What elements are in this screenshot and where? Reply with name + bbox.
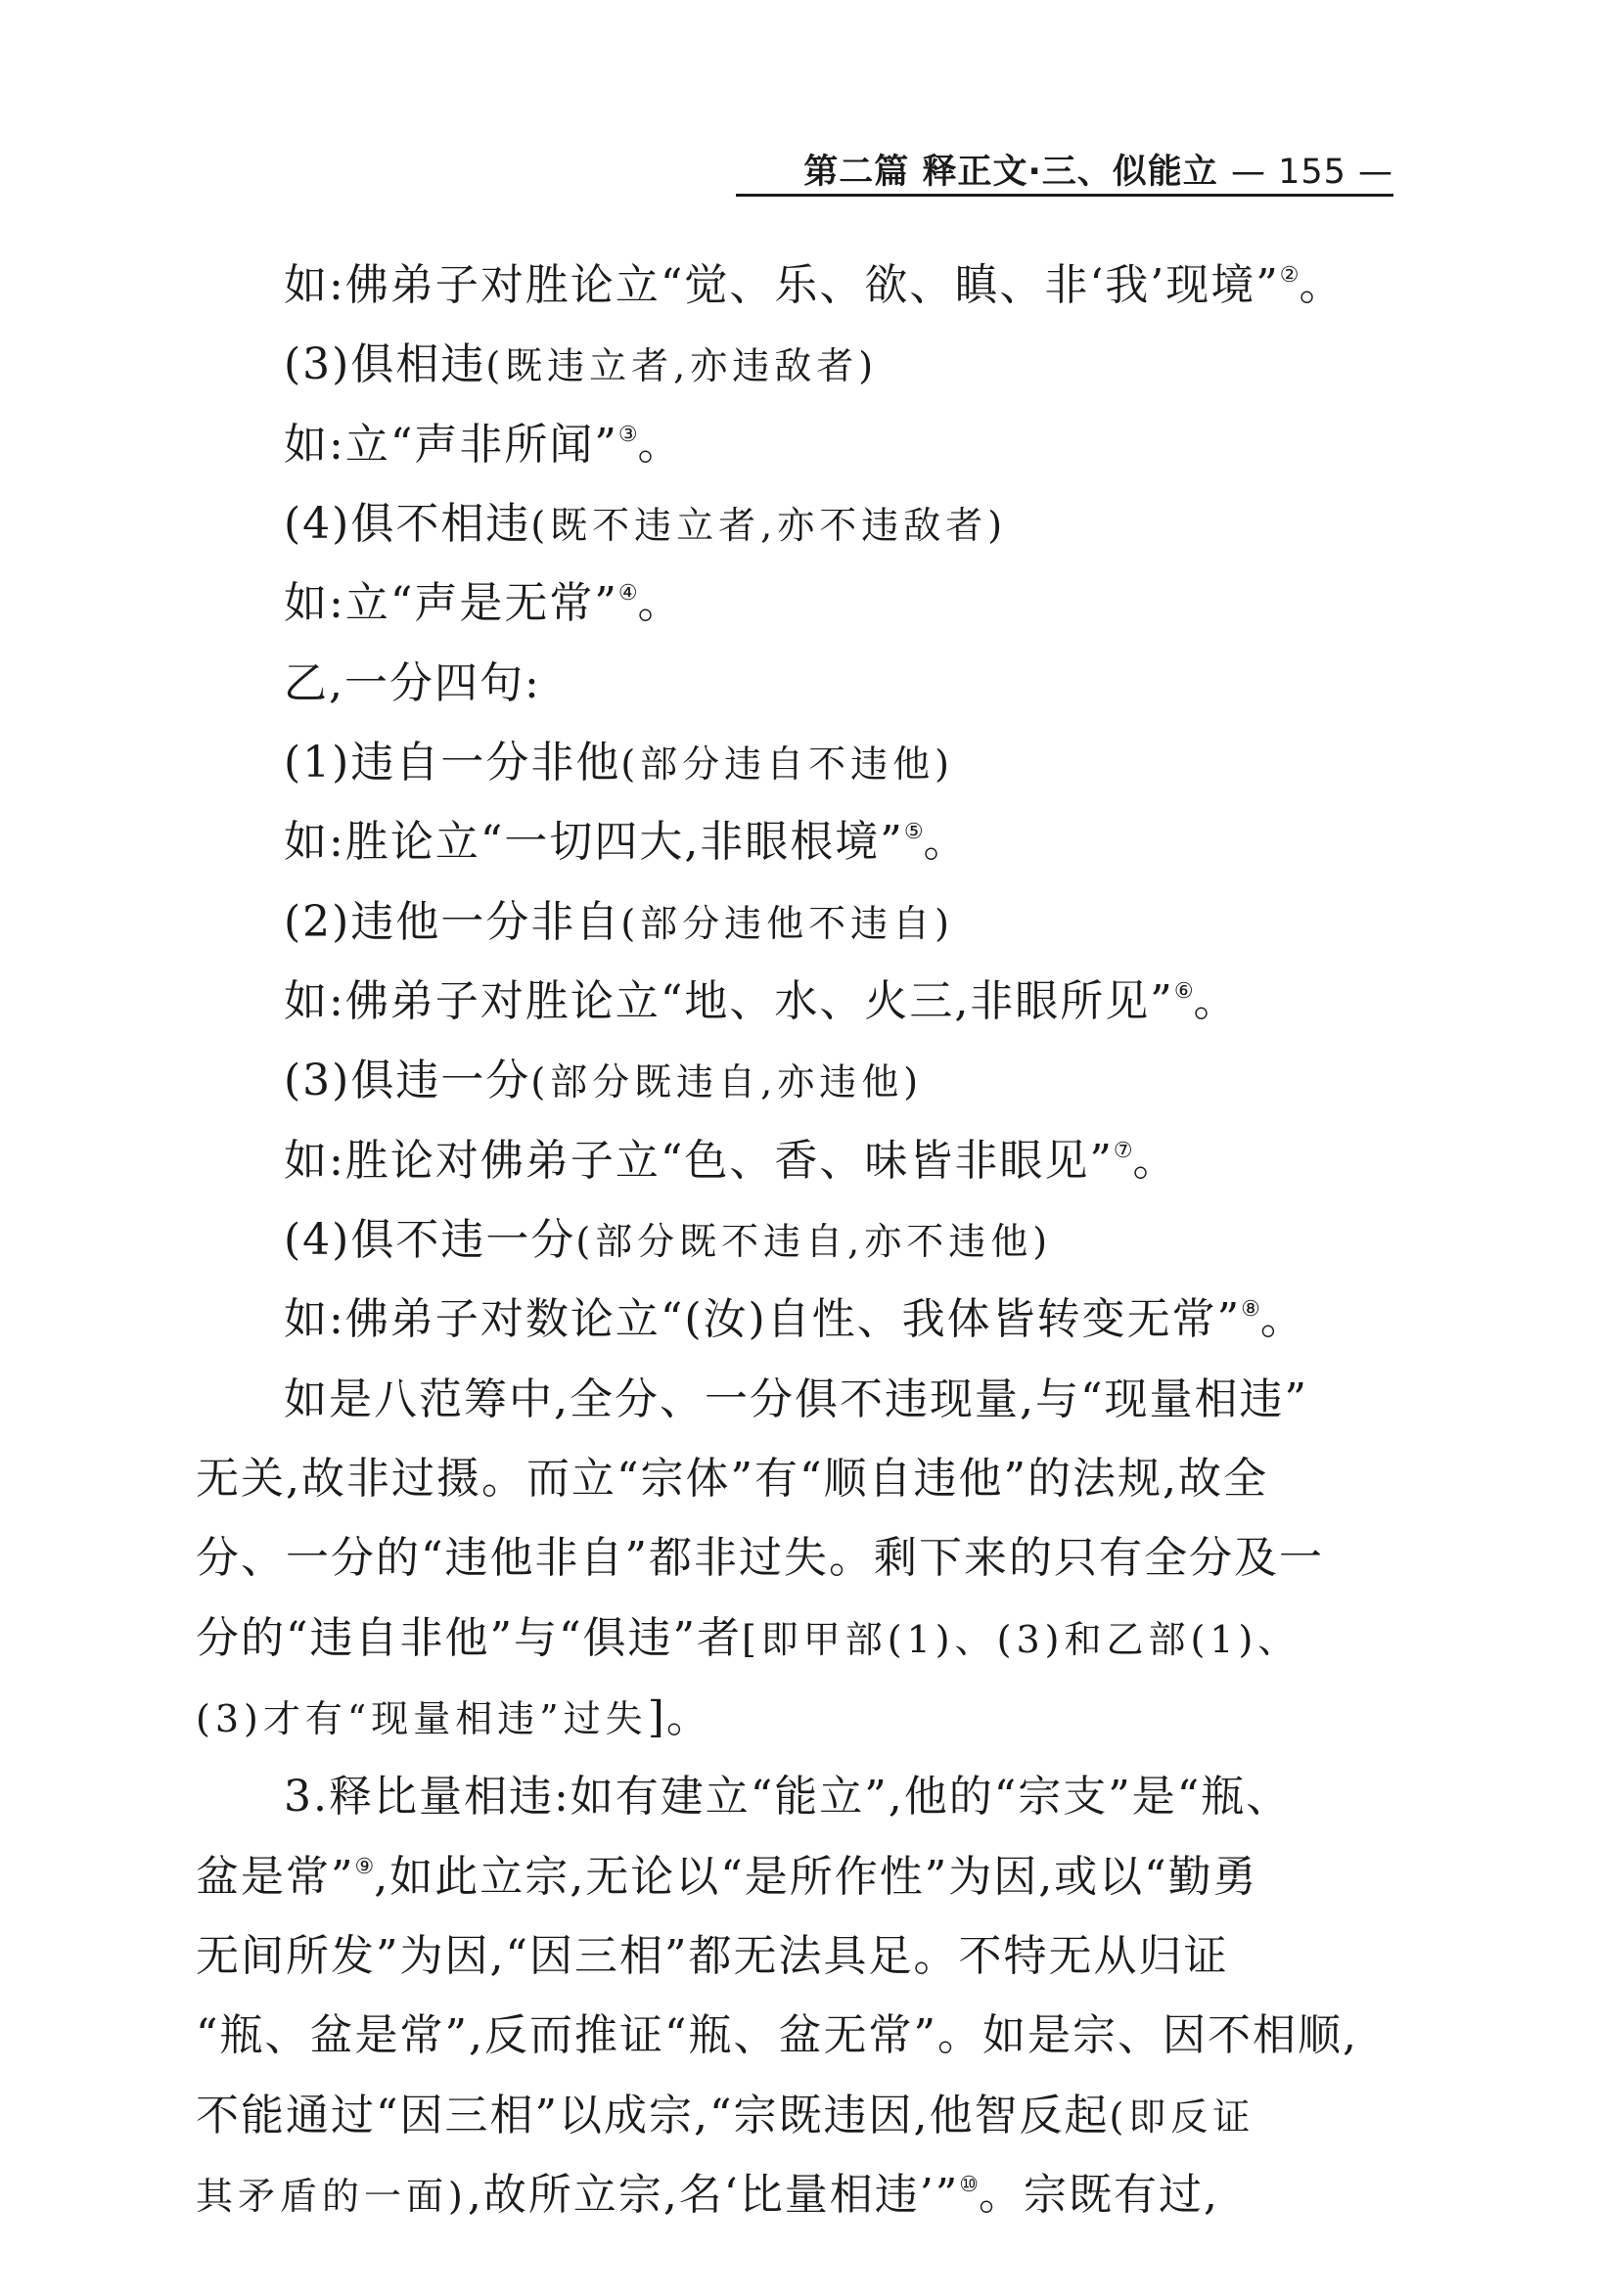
- paragraph-line: 不能通过“因三相”以成宗,“宗既违因,他智反起(即反证: [196, 2091, 1255, 2140]
- text-line: (1)违自一分非他(部分违自不违他): [284, 738, 954, 788]
- text-line: 如:佛弟子对数论立“(汝)自性、我体皆转变无常”⑧。: [284, 1294, 1305, 1344]
- paragraph-line: (3)才有“现量相违”过失]。: [196, 1692, 711, 1742]
- text-line: 乙,一分四句:: [284, 658, 541, 708]
- paragraph-line: 无关,故非过摄。而立“宗体”有“顺自违他”的法规,故全: [196, 1454, 1268, 1504]
- paragraph-line: 分、一分的“违他非自”都非过失。剩下来的只有全分及一: [196, 1533, 1324, 1583]
- text-line: (4)俱不违一分(部分既不违自,亦不违他): [284, 1215, 1053, 1265]
- text-line: 如:立“声非所闻”③。: [284, 420, 683, 470]
- text-line: 如:胜论对佛弟子立“色、香、味皆非眼见”⑦。: [284, 1136, 1178, 1186]
- text-line: 如:立“声是无常”④。: [284, 578, 683, 628]
- running-header: [736, 145, 1393, 194]
- paragraph-line: 分的“违自非他”与“俱违”者[即甲部(1)、(3)和乙部(1)、: [196, 1613, 1300, 1663]
- header-section-title: 第二篇 释正文·三、似能立: [803, 153, 1218, 192]
- paragraph-line: 其矛盾的一面),故所立宗,名‘比量相违’”⑩。宗既有过,: [196, 2170, 1220, 2220]
- text-line: (4)俱不相违(既不违立者,亦不违敌者): [284, 499, 1008, 549]
- text-line: 如:胜论立“一切四大,非眼根境”⑤。: [284, 817, 969, 867]
- paragraph-line: 盆是常”⑨,如此立宗,无论以“是所作性”为因,或以“勤勇: [196, 1852, 1258, 1902]
- page-number: — 155 —: [1230, 153, 1393, 192]
- text-line: (3)俱违一分(部分既违自,亦违他): [284, 1056, 924, 1105]
- paragraph-line: 无间所发”为因,“因三相”都无法具足。不特无从归证: [196, 1931, 1229, 1981]
- text-line: (3)俱相违(既违立者,亦违敌者): [284, 339, 879, 389]
- header-rule: [736, 194, 1393, 197]
- paragraph-line: 3.释比量相违:如有建立“能立”,他的“宗支”是“瓶、: [284, 1772, 1292, 1822]
- text-line: 如:佛弟子对胜论立“地、水、火三,非眼所见”⑥。: [284, 976, 1239, 1026]
- text-line: (2)违他一分非自(部分违他不违自): [284, 897, 954, 947]
- paragraph-line: 如是八范筹中,全分、一分俱不违现量,与“现量相违”: [284, 1374, 1308, 1424]
- text-line: 如:佛弟子对胜论立“觉、乐、欲、瞋、非‘我’现境”②。: [284, 260, 1345, 310]
- paragraph-line: “瓶、盆是常”,反而推证“瓶、盆无常”。如是宗、因不相顺,: [196, 2010, 1358, 2060]
